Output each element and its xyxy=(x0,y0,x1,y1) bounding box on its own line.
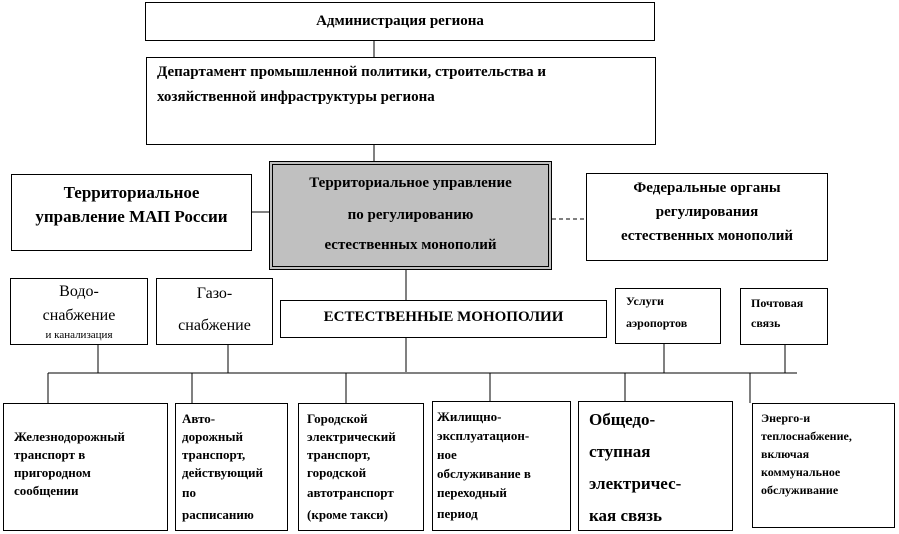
housing-maintenance-line6: период xyxy=(437,506,478,521)
telecom-line1: Общедо- xyxy=(589,410,656,429)
energy-heat-line5: обслуживание xyxy=(761,483,839,497)
city-transport-box xyxy=(298,403,424,531)
federal-bodies-line3: естественных монополий xyxy=(620,228,794,244)
gas-supply-line1: Газо- xyxy=(196,285,233,302)
rail-transport-line4: сообщении xyxy=(14,483,79,498)
rail-transport-line1: Железнодорожный xyxy=(14,429,125,444)
road-transport-line4: действующий xyxy=(182,465,263,480)
postal-service-line1: Почтовая xyxy=(751,296,804,310)
territorial-map-line1: Территориальное xyxy=(63,183,200,202)
city-transport-line5: автотранспорт xyxy=(307,485,394,500)
water-supply-line3: и канализация xyxy=(45,329,113,341)
housing-maintenance-line2: эксплуатацион- xyxy=(437,428,530,443)
rail-transport-line2: транспорт в xyxy=(14,447,86,462)
energy-heat-line4: коммунальное xyxy=(761,465,841,479)
city-transport-line3: транспорт, xyxy=(307,447,371,462)
federal-bodies-box xyxy=(586,173,828,261)
regulation-center-line2: по регулированию xyxy=(347,207,474,223)
city-transport-line1: Городской xyxy=(307,411,368,426)
gas-supply-box xyxy=(156,278,273,345)
water-supply-line1: Водо- xyxy=(59,283,99,300)
road-transport-line5: по xyxy=(182,485,196,500)
rail-transport-box xyxy=(3,403,168,531)
department-box xyxy=(146,57,656,145)
energy-heat-box xyxy=(752,403,895,528)
road-transport-line3: транспорт, xyxy=(182,447,246,462)
airport-services-box xyxy=(615,288,721,344)
postal-service-box xyxy=(740,288,828,345)
natural-monopolies-label: ЕСТЕСТВЕННЫЕ МОНОПОЛИИ xyxy=(323,309,564,325)
telecom-line3: электричес- xyxy=(589,474,682,493)
water-supply-box xyxy=(10,278,148,345)
housing-maintenance-line3: ное xyxy=(437,447,457,462)
gas-supply-line2: снабжение xyxy=(178,317,251,334)
housing-maintenance-box xyxy=(432,401,571,531)
road-transport-line6: расписанию xyxy=(182,507,254,522)
airport-services-line1: Услуги xyxy=(626,294,664,308)
telecom-box xyxy=(578,401,733,531)
housing-maintenance-line5: переходный xyxy=(437,485,507,500)
department-label-line2: хозяйственной инфраструктуры региона xyxy=(157,89,435,105)
regulation-center-box xyxy=(269,161,552,270)
federal-bodies-line1: Федеральные органы xyxy=(633,180,781,196)
admin-box xyxy=(145,2,655,41)
territorial-map-box xyxy=(11,174,252,251)
department-label-line1: Департамент промышленной политики, строительства и xyxy=(157,64,547,80)
regulation-center-line3: естественных монополий xyxy=(324,237,497,253)
road-transport-box xyxy=(175,403,288,531)
airport-services-line2: аэропортов xyxy=(626,316,688,330)
rail-transport-line3: пригородном xyxy=(14,465,91,480)
water-supply-line2: снабжение xyxy=(42,307,116,324)
city-transport-line6: (кроме такси) xyxy=(307,507,388,522)
territorial-map-line2: управление МАП России xyxy=(35,207,228,226)
postal-service-line2: связь xyxy=(751,316,781,330)
admin-label: Администрация региона xyxy=(316,13,484,29)
city-transport-line4: городской xyxy=(307,465,367,480)
housing-maintenance-line1: Жилищно- xyxy=(437,409,502,424)
energy-heat-line3: включая xyxy=(761,447,810,461)
energy-heat-line2: теплоснабжение, xyxy=(761,429,852,443)
road-transport-line1: Авто- xyxy=(182,411,216,426)
natural-monopolies-box xyxy=(280,300,607,338)
telecom-line2: ступная xyxy=(589,442,651,461)
energy-heat-line1: Энерго-и xyxy=(761,411,811,425)
housing-maintenance-line4: обслуживание в xyxy=(437,466,531,481)
regulation-center-line1: Территориальное управление xyxy=(309,175,512,191)
telecom-line4: кая связь xyxy=(589,506,663,525)
federal-bodies-line2: регулирования xyxy=(655,204,759,220)
road-transport-line2: дорожный xyxy=(182,429,244,444)
city-transport-line2: электрический xyxy=(307,429,396,444)
